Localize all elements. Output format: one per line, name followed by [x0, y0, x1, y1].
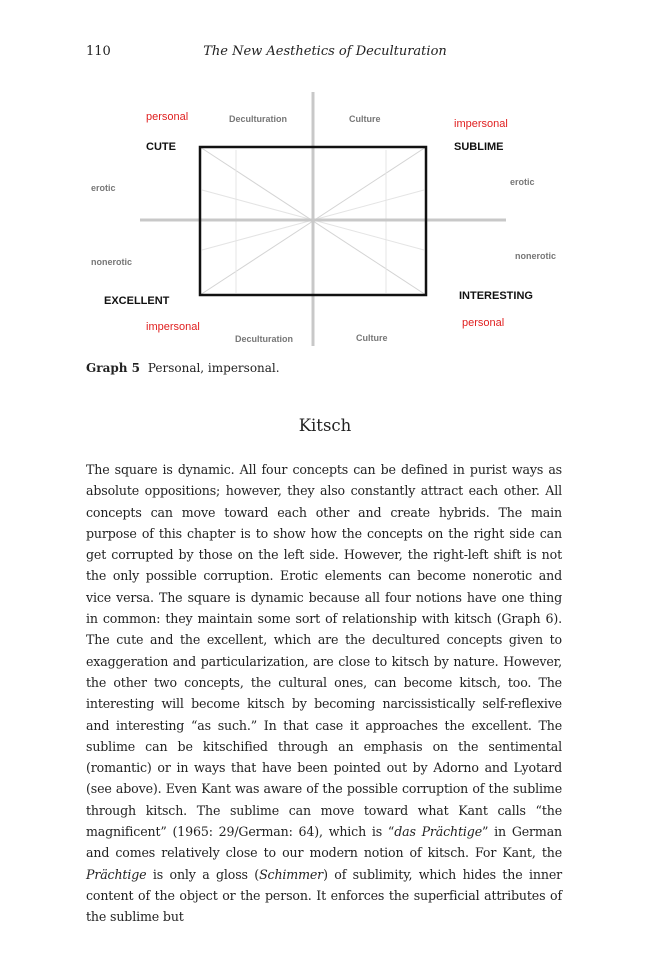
text-run: ” in German and comes relatively close to our modern notion of kitsch. For Kant, the [86, 824, 563, 861]
text-run-italic: Schimmer [259, 866, 324, 882]
label-excellent: EXCELLENT [104, 295, 170, 307]
label-deculturation-bottom: Deculturation [235, 334, 294, 344]
running-title: The New Aesthetics of Deculturation [203, 44, 447, 59]
body-paragraph [86, 459, 562, 928]
text-run-italic: das Prächtige [394, 824, 483, 840]
graph-lines [0, 0, 650, 360]
label-impersonal-bottom-left: impersonal [146, 321, 200, 333]
label-interesting: INTERESTING [459, 290, 533, 302]
section-title: Kitsch [298, 416, 352, 435]
text-run: ) of sublimity, which hides the inner content of the object or the person. It enforces the superficial attributes of the sublime but [86, 866, 562, 925]
label-erotic-right: erotic [510, 177, 535, 187]
text-run: is only a gloss ( [146, 866, 260, 882]
text-run-italic: Prächtige [86, 866, 147, 882]
label-impersonal-top-right: impersonal [454, 118, 508, 130]
figure-caption [86, 361, 280, 375]
page-number: 110 [86, 44, 111, 59]
label-deculturation-top: Deculturation [229, 114, 288, 124]
graph-personal-impersonal [0, 0, 650, 360]
label-cute: CUTE [146, 141, 176, 153]
text-run: The square is dynamic. All four concepts can be defined in purist ways as absolute oppositions; however, they also constantly attract each other. All concepts can move toward each other and create hybrids. The main purpose of this chapter is to show how the concepts on the right side can get corrupted by those on the left side. However, the right-left shift is not the only possible corruption. Erotic elements can become nonerotic and vice versa. The square is dynamic because all four notions have one thing in common: they maintain some sort of relationship with kitsch (Graph 6). The cute and the excellent, which are the decultured concepts given to exaggeration and particularization, are close to kitsch by nature. However, the other two concepts, the cultural ones, can become kitsch, too. The interesting will become kitsch by becoming narcissistically self-reflexive and interesting “as such.” In that case it approaches the excellent. The sublime can be kitschified through an emphasis on the sentimental (romantic) or in ways that have been pointed out by Adorno and Lyotard (see above). Even Kant was aware of the possible corruption of the sublime through kitsch. The sublime can move toward what Kant calls “the magnificent” (1965: 29/German: 64), which is “ [86, 462, 562, 840]
label-nonerotic-left: nonerotic [91, 257, 133, 267]
label-sublime: SUBLIME [454, 141, 504, 153]
caption-text: Personal, impersonal. [147, 361, 280, 375]
label-culture-bottom: Culture [356, 333, 388, 343]
label-nonerotic-right: nonerotic [515, 251, 557, 261]
label-personal-top-left: personal [146, 111, 189, 123]
label-erotic-left: erotic [91, 183, 116, 193]
label-personal-bottom-right: personal [462, 317, 505, 329]
caption-label: Graph 5 [86, 361, 140, 375]
label-culture-top: Culture [349, 114, 381, 124]
